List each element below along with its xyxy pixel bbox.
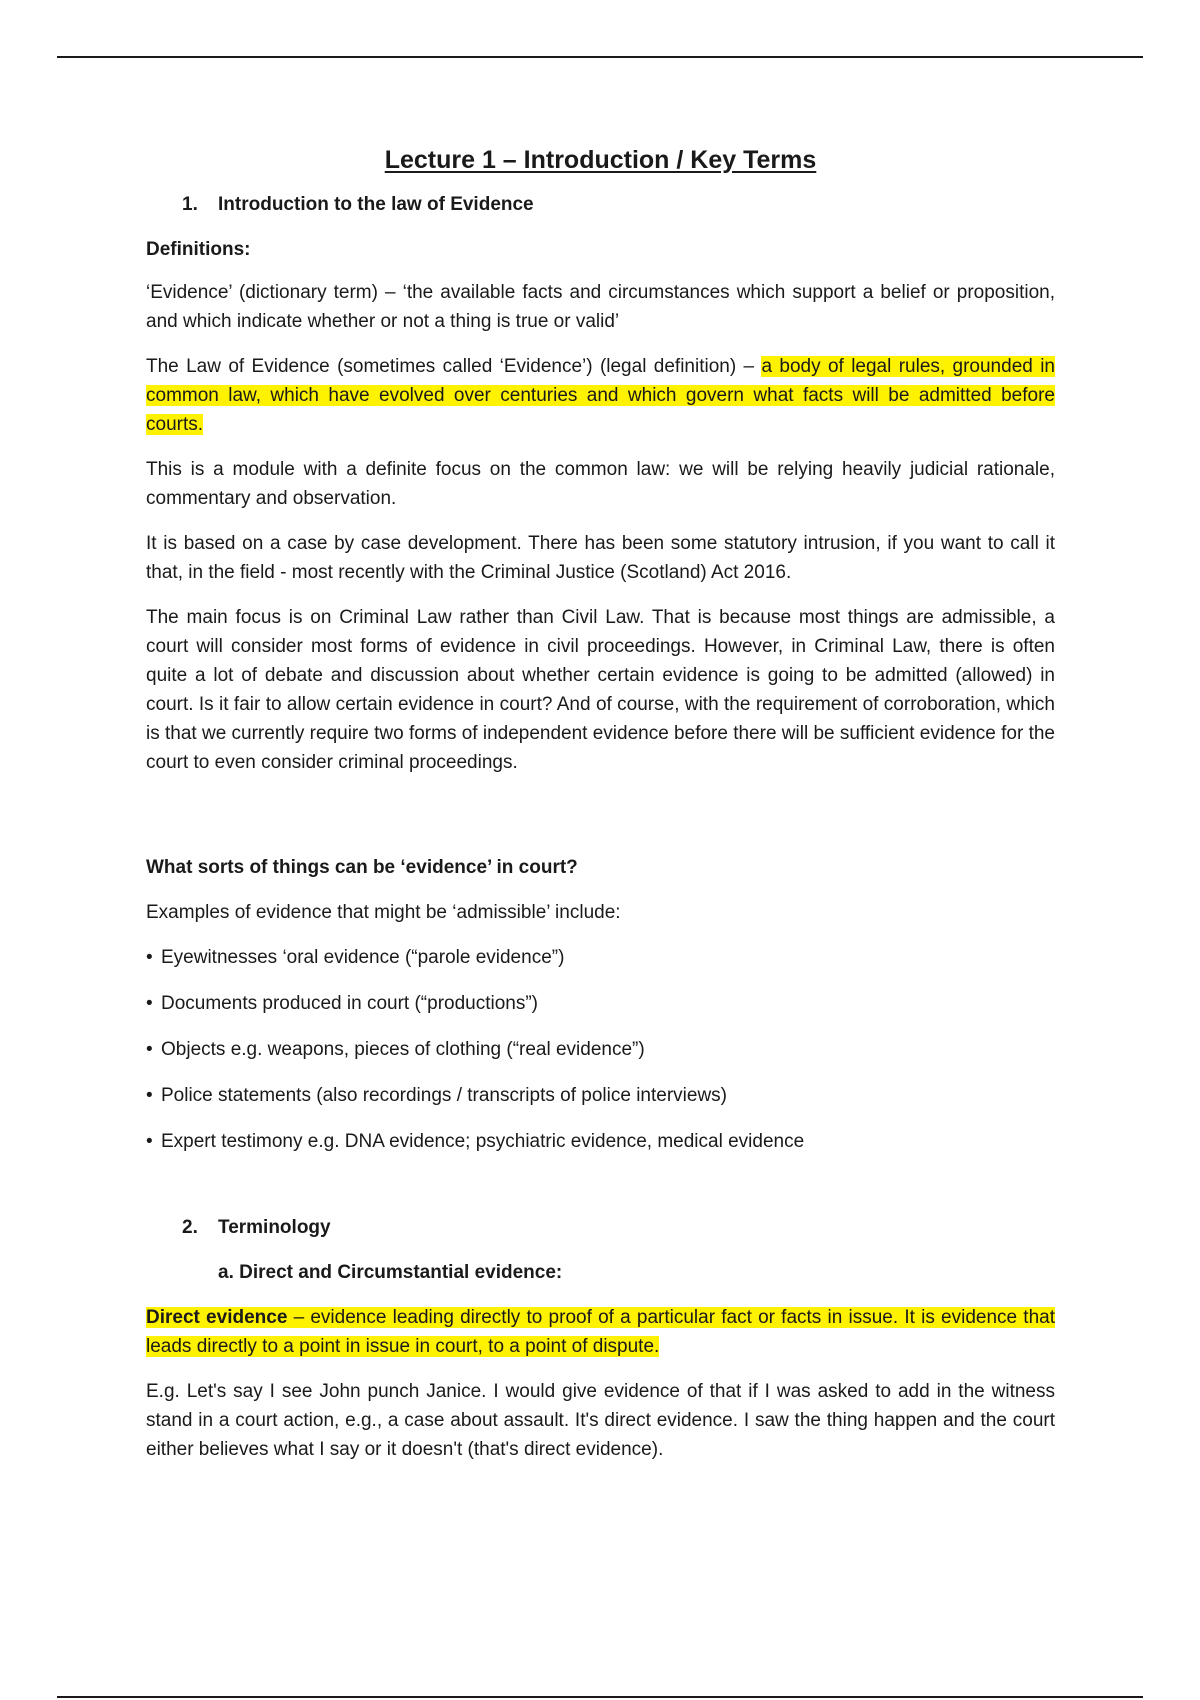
list-item-text: Eyewitnesses ‘oral evidence (“parole evidence”) — [161, 947, 565, 968]
para-case-by-case: It is based on a case by case development. There has been some statutory intrusion, if you want to call it that, in the field - most recently with the Criminal Justice (Scotland) Act 2016. — [146, 533, 1055, 583]
section-2-number: 2. — [182, 1217, 198, 1238]
examples-list — [146, 943, 1055, 1156]
spacer — [146, 793, 1055, 853]
document-page — [146, 144, 1055, 1480]
list-item — [146, 1081, 1055, 1110]
header-rule — [57, 56, 1143, 58]
law-of-evidence-lead: The Law of Evidence (sometimes called ‘Evidence’) (legal definition) – — [146, 356, 762, 377]
law-of-evidence-highlight: a body of legal rules, grounded in common law, which have evolved over centuries and which govern what facts will be admitted before courts. — [146, 356, 1055, 435]
list-item-text: Objects e.g. weapons, pieces of clothing (“real evidence”) — [161, 1039, 645, 1060]
list-item — [146, 989, 1055, 1018]
list-item — [146, 943, 1055, 972]
para-evidence-dictionary: ‘Evidence’ (dictionary term) – ‘the available facts and circumstances which support a belief or proposition, and which indicate whether or not a thing is true or valid’ — [146, 282, 1055, 332]
list-item-text: Documents produced in court (“productions”) — [161, 993, 539, 1014]
direct-evidence-highlight — [146, 1307, 1055, 1357]
section-1-heading — [146, 190, 1055, 219]
title-text: Lecture 1 – Introduction / Key Terms — [384, 146, 817, 174]
para-common-law: This is a module with a definite focus on the common law: we will be relying heavily judicial rationale, commentary and observation. — [146, 459, 1055, 509]
bullet-icon: • — [146, 1131, 153, 1152]
section-1-number: 1. — [182, 194, 198, 215]
page-title — [146, 144, 1055, 176]
examples-intro: Examples of evidence that might be ‘admissible’ include: — [146, 902, 621, 923]
section-2-title: Terminology — [218, 1217, 331, 1238]
bullet-icon: • — [146, 1085, 153, 1106]
direct-evidence-term: Direct evidence — [146, 1307, 288, 1328]
bullet-icon: • — [146, 993, 153, 1014]
subsection-a-heading: a. Direct and Circumstantial evidence: — [218, 1262, 563, 1283]
list-item-text: Police statements (also recordings / transcripts of police interviews) — [161, 1085, 728, 1106]
footer-rule — [57, 1696, 1143, 1698]
direct-evidence-definition: – evidence leading directly to proof of a particular fact or facts in issue. It is evidence that leads directly to a point in issue in court, to a point of dispute. — [146, 1307, 1055, 1357]
bullet-icon: • — [146, 947, 153, 968]
definitions-label: Definitions: — [146, 239, 251, 260]
para-direct-evidence — [146, 1303, 1055, 1361]
bullet-icon: • — [146, 1039, 153, 1060]
section-1-title: Introduction to the law of Evidence — [218, 194, 534, 215]
list-item — [146, 1127, 1055, 1156]
para-main-focus: The main focus is on Criminal Law rather than Civil Law. That is because most things are admissible, a court will consider most forms of evidence in civil proceedings. However, in Criminal Law, there is often quite a lot of debate and discussion about whether certain evidence is going to be admitted (allowed) in court. Is it fair to allow certain evidence in court? And of course, with the requirement of corroboration, which is that we currently require two forms of independent evidence before there will be sufficient evidence for the court to even consider criminal proceedings. — [146, 607, 1055, 773]
list-item — [146, 1035, 1055, 1064]
what-sorts-heading: What sorts of things can be ‘evidence’ in court? — [146, 857, 578, 878]
para-example: E.g. Let's say I see John punch Janice. I would give evidence of that if I was asked to add in the witness stand in a court action, e.g., a case about assault. It's direct evidence. I saw the thing happen and the court either believes what I say or it doesn't (that's direct evidence). — [146, 1381, 1055, 1460]
section-2-heading — [146, 1213, 1055, 1242]
para-law-of-evidence — [146, 352, 1055, 439]
spacer — [146, 1173, 1055, 1213]
list-item-text: Expert testimony e.g. DNA evidence; psychiatric evidence, medical evidence — [161, 1131, 805, 1152]
